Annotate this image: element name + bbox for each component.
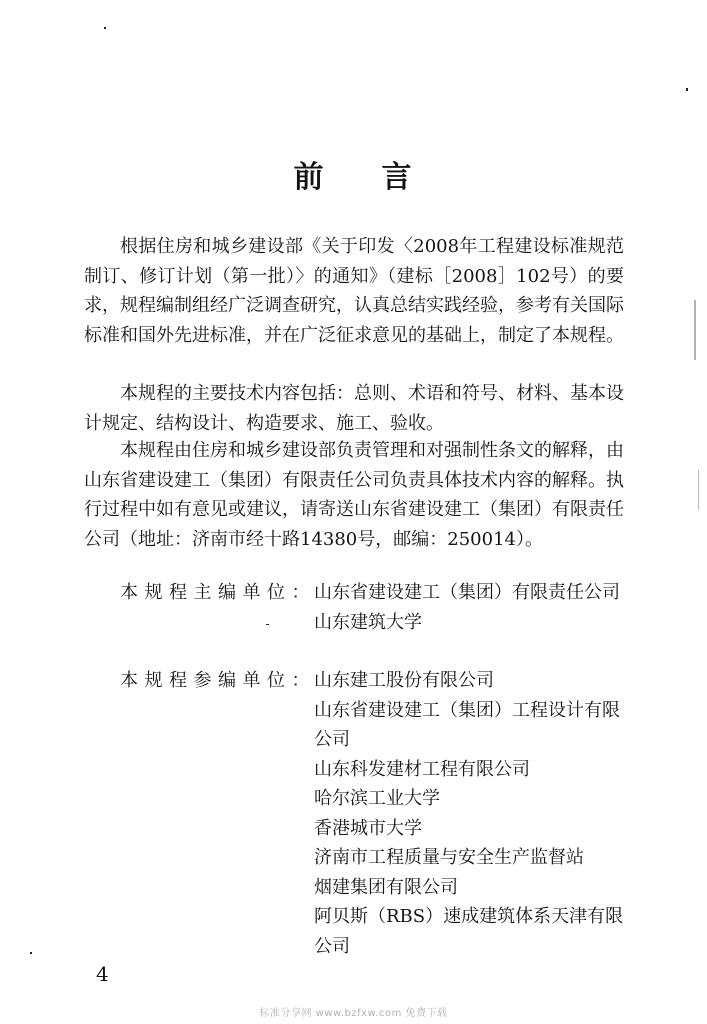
- watermark: 标准分享网 www.bzfxw.com 免费下载: [259, 1008, 448, 1019]
- scan-speck: [30, 952, 32, 954]
- participating-unit: 哈尔滨工业大学: [314, 788, 440, 809]
- participating-unit: 烟建集团有限公司: [314, 876, 458, 898]
- scan-speck: [694, 300, 696, 360]
- paragraph-content: 本规程的主要技术内容包括：总则、术语和符号、材料、基本设计规定、结构设计、构造要求、施工、验收。: [84, 383, 624, 434]
- chief-unit: 山东建筑大学: [314, 611, 422, 633]
- title-char-2: 言: [381, 160, 414, 195]
- chief-units-list: [314, 578, 624, 637]
- participating-unit: 阿贝斯（RBS）速成建筑体系天津有限公司: [314, 906, 624, 957]
- participating-units-list: [314, 666, 624, 961]
- page-number: 4: [96, 962, 109, 986]
- participating-unit: 山东科发建材工程有限公司: [314, 758, 530, 780]
- paragraph-responsibility: 本规程由住房和城乡建设部负责管理和对强制性条文的解释，由山东省建设建工（集团）有限责任公司负责具体技术内容的解释。执行过程中如有意见或建议，请寄送山东省建设建工（集团）有限责任公司（地址：济南市经十路14380号，邮编：250014）。: [84, 440, 624, 550]
- chief-units-section: [84, 578, 624, 637]
- participating-unit: 山东省建设建工（集团）工程设计有限公司: [314, 699, 620, 750]
- paragraph-basis: 根据住房和城乡建设部《关于印发〈2008年工程建设标准规范制订、修订计划（第一批）〉的通知》（建标［2008］102号）的要求，规程编制组经广泛调查研究，认真总结实践经验，参考有关国际标准和国外先进标准，并在广泛征求意见的基础上，制定了本规程。: [84, 236, 624, 346]
- participating-unit: 山东建工股份有限公司: [314, 670, 494, 691]
- title-char-1: 前: [293, 160, 326, 195]
- scan-speck: [266, 624, 269, 625]
- chief-units-label: 本规程主编单位：: [120, 582, 316, 603]
- chief-unit: 山东省建设建工（集团）有限责任公司: [314, 582, 620, 603]
- participating-unit: 香港城市大学: [314, 817, 422, 839]
- page-title: [0, 158, 707, 198]
- scan-speck: [686, 88, 688, 91]
- participating-units-label: 本规程参编单位：: [120, 670, 316, 691]
- scan-speck: [104, 27, 106, 29]
- participating-unit: 济南市工程质量与安全生产监督站: [314, 847, 584, 868]
- scan-speck: [698, 470, 699, 510]
- participating-units-section: [84, 666, 624, 961]
